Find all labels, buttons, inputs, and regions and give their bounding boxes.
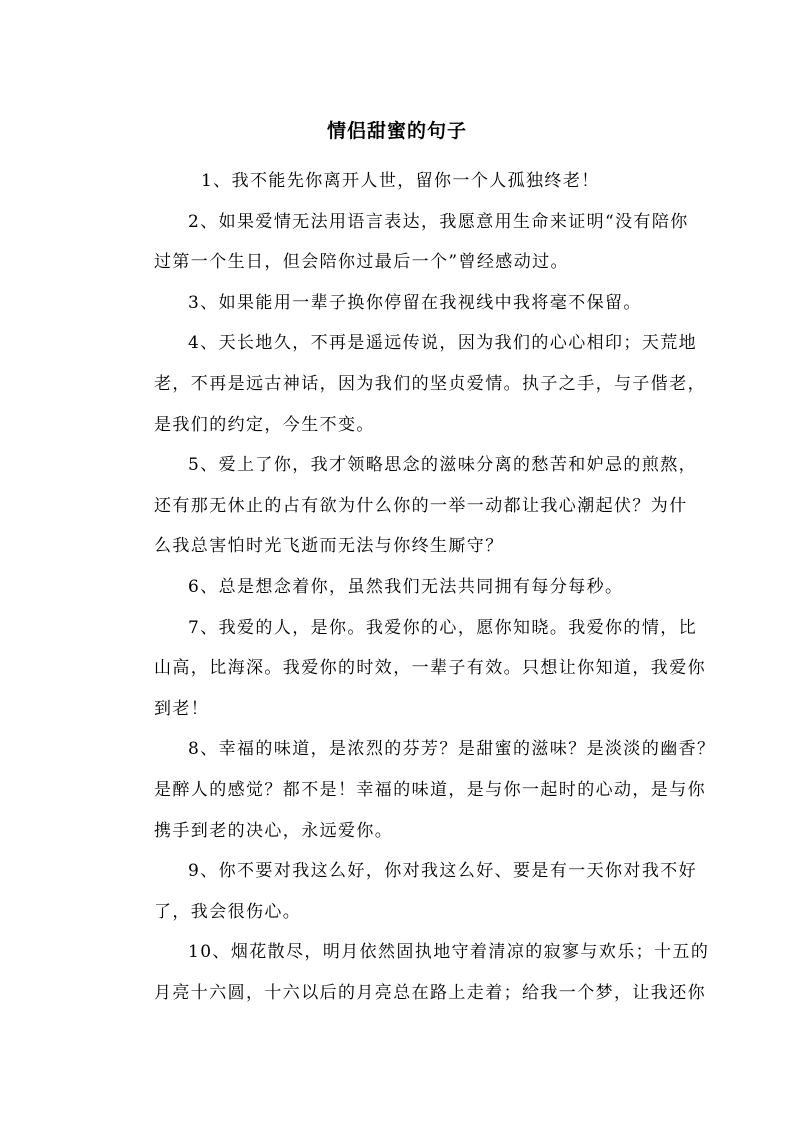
paragraph-line: 了，我会很伤心。 [154,901,302,922]
paragraph-3 [120,283,686,324]
paragraph-line: 8、幸福的味道，是浓烈的芬芳？是甜蜜的滋味？是淡淡的幽香？ [188,739,716,760]
paragraph-9 [120,851,698,932]
paragraph-line: 是醉人的感觉？都不是！幸福的味道，是与你一起时的心动，是与你 [154,779,706,800]
paragraph-4 [120,323,706,445]
paragraph-line: 过第一个生日，但会陪你过最后一个”曾经感动过。 [154,252,569,273]
paragraph-8 [120,729,716,851]
paragraph-line: 5、爱上了你，我才领略思念的滋味分离的愁苦和妒忌的煎熬， [188,455,698,476]
paragraph-line: 还有那无休止的占有欲为什么你的一举一动都让我心潮起伏？为什 [154,495,688,516]
document-body [120,161,716,1013]
paragraph-line: 10、烟花散尽，明月依然固执地守着清凉的寂寥与欢乐；十五的 [188,942,710,963]
paragraph-line: 么我总害怕时光飞逝而无法与你终生厮守？ [154,536,504,557]
paragraph-line: 携手到老的决心，永远爱你。 [154,820,394,841]
paragraph-7 [120,608,706,730]
paragraph-line: 2、如果爱情无法用语言表达，我愿意用生命来证明“没有陪你 [188,211,689,232]
paragraph-2 [120,202,689,283]
paragraph-line: 6、总是想念着你，虽然我们无法共同拥有每分每秒。 [188,576,624,597]
paragraph-line: 9、你不要对我这么好，你对我这么好、要是有一天你对我不好 [188,861,698,882]
paragraph-line: 7、我爱的人，是你。我爱你的心，愿你知晓。我爱你的情，比 [188,617,698,638]
paragraph-6 [120,567,686,608]
document-title: 情侣甜蜜的句子 [326,120,467,142]
paragraph-line: 是我们的约定，今生不变。 [154,414,375,435]
paragraph-line: 到老！ [154,698,210,719]
paragraph-line: 3、如果能用一辈子换你停留在我视线中我将毫不保留。 [188,292,642,313]
paragraph-line: 山高，比海深。我爱你的时效，一辈子有效。只想让你知道，我爱你 [154,658,706,679]
paragraph-line: 月亮十六圆，十六以后的月亮总在路上走着；给我一个梦，让我还你 [154,982,706,1003]
paragraph-5 [120,445,698,567]
paragraph-line: 4、天长地久，不再是遥远传说，因为我们的心心相印；天荒地 [188,333,698,354]
paragraph-line: 1、我不能先你离开人世，留你一个人孤独终老！ [201,171,600,191]
paragraph-1 [120,161,686,202]
paragraph-line: 老，不再是远古神话，因为我们的坚贞爱情。执子之手，与子偕老， [154,373,706,394]
paragraph-10 [120,932,710,1013]
